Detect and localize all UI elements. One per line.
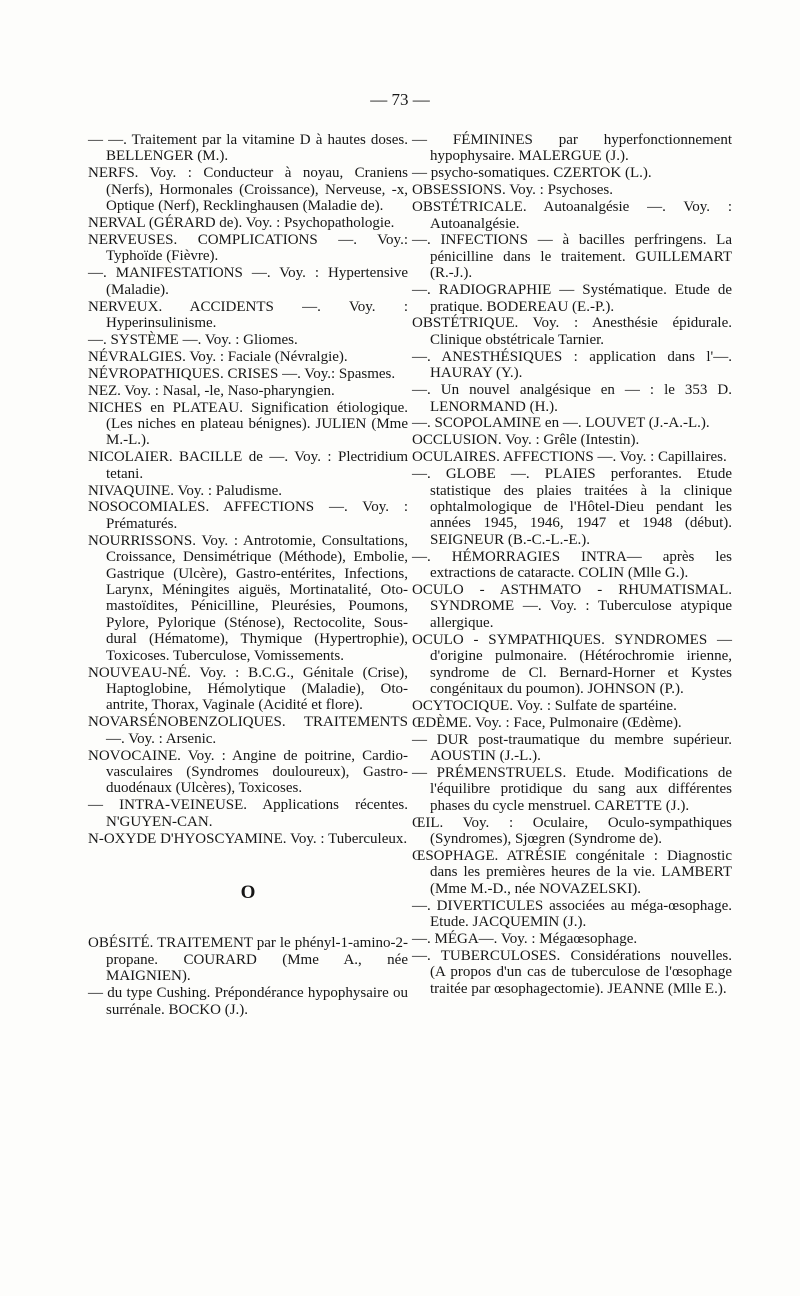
index-entry: NIVAQUINE. Voy. : Paludisme.: [88, 482, 283, 499]
index-entry: —. RADIOGRAPHIE — Systématique. Etude de pratique. BODEREAU (E.-P.).: [412, 282, 732, 315]
index-entry: OCULO - SYMPATHIQUES. SYNDROMES — d'origine pulmonaire. (Hétérochromie irienne, syndrome de Cl. Bernard-Horner et Kystes congénitaux du poumon). JOHNSON (P.).: [412, 631, 732, 697]
index-entry: OBSTÉTRICALE. Autoanalgésie —. Voy. : Autoanalgésie.: [412, 199, 732, 232]
index-entry: —. SCOPOLAMINE en —. LOUVET (J.-A.-L.).: [412, 415, 710, 432]
index-entry: —. MÉGA—. Voy. : Mégaœsophage.: [412, 931, 638, 947]
right-column: [412, 132, 732, 998]
index-entry: — du type Cushing. Prépondérance hypophysaire ou surrénale. BOCKO (J.).: [88, 985, 408, 1018]
index-entry: NOVOCAINE. Voy. : Angine de poitrine, Cardio-vasculaires (Syndromes douloureux), Gastro-duodénaux (Ulcères), Toxicoses.: [88, 747, 408, 797]
index-entry: N-OXYDE D'HYOSCYAMINE. Voy. : Tuberculeux.: [88, 830, 408, 847]
index-entry: NÉVROPATHIQUES. CRISES —. Voy.: Spasmes.: [88, 365, 396, 382]
index-entry: ŒDÈME. Voy. : Face, Pulmonaire (Œdème).: [412, 714, 682, 731]
index-entry: NEZ. Voy. : Nasal, -le, Naso-pharyngien.: [88, 382, 335, 399]
left-column: [88, 132, 408, 1018]
index-entry: —. GLOBE —. PLAIES perforantes. Etude statistique des plaies traitées à la clinique ophtalmologique de l'Hôtel-Dieu pendant les années 1945, 1946, 1947 et 1948 (début). SEIGNEUR (B.-C.-L.-E.).: [412, 466, 732, 548]
index-entry: — INTRA-VEINEUSE. Applications récentes. N'GUYEN-CAN.: [88, 797, 408, 830]
index-entry: — PRÉMENSTRUELS. Etude. Modifications de l'équilibre protidique du sang aux différentes phases du cycle menstruel. CARETTE (J.).: [412, 764, 732, 814]
index-entry: NERVEUX. ACCIDENTS —. Voy. : Hyperinsulinisme.: [88, 298, 408, 331]
index-entry: NERFS. Voy. : Conducteur à noyau, Craniens (Nerfs), Hormonales (Croissance), Nerveuse, -x, Optique (Nerf), Recklinghausen (Maladie de).: [88, 165, 408, 215]
index-entry: NERVEUSES. COMPLICATIONS —. Voy.: Typhoïde (Fièvre).: [88, 231, 408, 265]
page-number: — 73 —: [370, 90, 430, 109]
index-entry: —. ANESTHÉSIQUES : application dans l'—. HAURAY (Y.).: [412, 348, 732, 382]
index-entry: —. INFECTIONS — à bacilles perfringens. La pénicilline dans le traitement. GUILLEMART (R.-J.).: [412, 232, 732, 282]
index-entry: NOVARSÉNOBENZOLIQUES. TRAITEMENTS —. Voy. : Arsenic.: [88, 714, 408, 747]
index-entry: NOURRISSONS. Voy. : Antrotomie, Consultations, Croissance, Densimétrique (Méthode), Embolie, Gastrique (Ulcère), Gastro-entérites, Infections, Larynx, Méningites aiguës, Mortinatalité, Oto-mastoïdites, Pénicilline, Pleurésies, Poumons, Pylore, Pylorique (Sténose), Rectocolite, Sous-dural (Hématome), Thymique (Hypertrophie), Toxicoses. Tuberculose, Vomissements.: [88, 532, 408, 664]
index-entry: —. SYSTÈME —. Voy. : Gliomes.: [88, 331, 298, 348]
index-entry: NERVAL (GÉRARD de). Voy. : Psychopathologie.: [88, 215, 395, 232]
index-entry: OCCLUSION. Voy. : Grêle (Intestin).: [412, 432, 640, 449]
index-entry: — FÉMININES par hyperfonctionnement hypophysaire. MALERGUE (J.).: [412, 132, 732, 165]
index-entry: ŒSOPHAGE. ATRÉSIE congénitale : Diagnostic dans les premières heures de la vie. LAMBERT (Mme M.-D., née NOVAZELSKI).: [412, 847, 732, 897]
index-entry: OCULAIRES. AFFECTIONS —. Voy. : Capillaires.: [412, 449, 727, 466]
index-entry: —. Un nouvel analgésique en — : le 353 D. LENORMAND (H.).: [412, 382, 732, 415]
index-entry: — DUR post-traumatique du membre supérieur. AOUSTIN (J.-L.).: [412, 731, 732, 765]
section-letter-heading: O: [240, 881, 256, 903]
index-entry: OCYTOCIQUE. Voy. : Sulfate de spartéine.: [412, 697, 677, 714]
index-entry: NOUVEAU-NÉ. Voy. : B.C.G., Génitale (Crise), Haptoglobine, Hémolytique (Maladie), Oto-antrite, Thorax, Vaginale (Acidité et flore).: [88, 664, 408, 714]
index-entry: NÉVRALGIES. Voy. : Faciale (Névralgie).: [88, 348, 348, 365]
index-entry: ŒIL. Voy. : Oculaire, Oculo-sympathiques (Syndromes), Sjœgren (Syndrome de).: [412, 814, 732, 848]
index-entry: — —. Traitement par la vitamine D à hautes doses. BELLENGER (M.).: [88, 132, 408, 165]
index-entry: —. HÉMORRAGIES INTRA— après les extractions de cataracte. COLIN (Mlle G.).: [412, 548, 732, 582]
index-entry: NOSOCOMIALES. AFFECTIONS —. Voy. : Prématurés.: [88, 499, 408, 532]
index-entry: — psycho-somatiques. CZERTOK (L.).: [412, 165, 652, 182]
index-entry: OCULO - ASTHMATO - RHUMATISMAL. SYNDROME —. Voy. : Tuberculose atypique allergique.: [412, 581, 732, 631]
index-entry: NICHES en PLATEAU. Signification étiologique. (Les niches en plateau bénignes). JULIEN (Mme M.-L.).: [88, 399, 408, 449]
index-entry: OBSTÉTRIQUE. Voy. : Anesthésie épidurale. Clinique obstétricale Tarnier.: [412, 315, 732, 348]
index-entry: OBSESSIONS. Voy. : Psychoses.: [412, 182, 614, 199]
index-entry: NICOLAIER. BACILLE de —. Voy. : Plectridium tetani.: [88, 449, 408, 482]
index-entry: OBÉSITÉ. TRAITEMENT par le phényl-1-amino-2-propane. COURARD (Mme A., née MAIGNIEN).: [88, 935, 408, 985]
index-entry: —. TUBERCULOSES. Considérations nouvelles. (A propos d'un cas de tuberculose de l'œsophage traitée par œsophagectomie). JEANNE (Mlle E.).: [412, 947, 732, 997]
index-entry: —. MANIFESTATIONS —. Voy. : Hypertensive (Maladie).: [88, 265, 408, 298]
index-entry: —. DIVERTICULES associées au méga-œsophage. Etude. JACQUEMIN (J.).: [412, 897, 732, 931]
